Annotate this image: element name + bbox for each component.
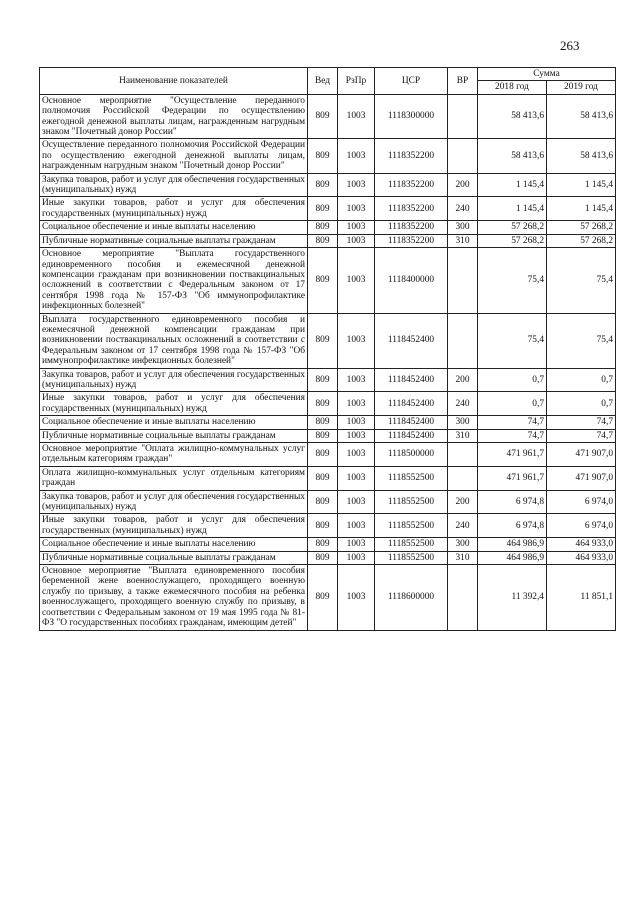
rzpr-cell: 1003 [338, 197, 375, 221]
table-row [40, 94, 616, 139]
row-name-cell: Закупка товаров, работ и услуг для обеспечения государственных (муниципальных) нужд [40, 490, 308, 514]
sum-2019-cell: 75,4 [547, 248, 616, 313]
vr-cell: 310 [448, 234, 478, 247]
sum-2019-cell: 74,7 [547, 416, 616, 429]
csr-cell: 1118552500 [375, 466, 448, 490]
vr-cell: 200 [448, 173, 478, 197]
csr-cell: 1118452400 [375, 368, 448, 392]
rzpr-cell: 1003 [338, 466, 375, 490]
ved-cell: 809 [308, 538, 338, 551]
row-name-cell: Основное мероприятие "Выплата единовременного пособия беременной жене военнослужащего, проходящего военную службу по призыву, а также ежемесячного пособия на ребенка военнослужащего, проходящего военную службу по призыву, в соответствии с Федеральным законом от 19 мая 1995 года № 81-ФЗ "О государственных пособиях гражданам, имеющим детей" [40, 565, 308, 630]
ved-cell: 809 [308, 368, 338, 392]
ved-cell: 809 [308, 197, 338, 221]
vr-cell: 310 [448, 429, 478, 442]
table-header [40, 68, 616, 95]
table-row [40, 234, 616, 247]
csr-cell: 1118452400 [375, 313, 448, 368]
csr-cell: 1118352200 [375, 173, 448, 197]
row-name-cell: Выплата государственного единовременного пособия и ежемесячной денежной компенсации гражданам при возникновении поствакцинальных осложнений в соответствии с Федеральным законом от 17 сентября 1998 года № 157-ФЗ "Об иммунопрофилактике инфекционных болезней" [40, 313, 308, 368]
sum-2019-cell: 75,4 [547, 313, 616, 368]
row-name-cell: Оплата жилищно-коммунальных услуг отдельным категориям граждан [40, 466, 308, 490]
table-row [40, 197, 616, 221]
header-year-2018: 2018 год [478, 81, 547, 94]
sum-2018-cell: 6 974,8 [478, 490, 547, 514]
vr-cell: 240 [448, 514, 478, 538]
table-body [40, 94, 616, 630]
ved-cell: 809 [308, 429, 338, 442]
rzpr-cell: 1003 [338, 551, 375, 564]
header-rzpr: РзПр [338, 68, 375, 95]
sum-2018-cell: 1 145,4 [478, 173, 547, 197]
csr-cell: 1118552500 [375, 490, 448, 514]
sum-2018-cell: 57 268,2 [478, 221, 547, 234]
vr-cell: 200 [448, 368, 478, 392]
sum-2019-cell: 471 907,0 [547, 466, 616, 490]
csr-cell: 1118552500 [375, 538, 448, 551]
rzpr-cell: 1003 [338, 565, 375, 630]
ved-cell: 809 [308, 234, 338, 247]
row-name-cell: Осуществление переданного полномочия Российской Федерации по осуществлению ежегодной денежной выплаты лицам, награжденным нагрудным знаком "Почетный донор России" [40, 139, 308, 173]
sum-2018-cell: 58 413,6 [478, 139, 547, 173]
row-name-cell: Основное мероприятие "Осуществление переданного полномочия Российской Федерации по осуществлению ежегодной денежной выплаты лицам, награжденным нагрудным знаком "Почетный донор России" [40, 94, 308, 139]
vr-cell [448, 313, 478, 368]
sum-2019-cell: 0,7 [547, 392, 616, 416]
table-row [40, 221, 616, 234]
ved-cell: 809 [308, 416, 338, 429]
rzpr-cell: 1003 [338, 392, 375, 416]
row-name-cell: Социальное обеспечение и иные выплаты населению [40, 221, 308, 234]
table-row [40, 416, 616, 429]
sum-2018-cell: 58 413,6 [478, 94, 547, 139]
table-row [40, 392, 616, 416]
sum-2019-cell: 58 413,6 [547, 94, 616, 139]
sum-2019-cell: 57 268,2 [547, 234, 616, 247]
ved-cell: 809 [308, 466, 338, 490]
sum-2019-cell: 57 268,2 [547, 221, 616, 234]
sum-2019-cell: 1 145,4 [547, 197, 616, 221]
row-name-cell: Основное мероприятие "Выплата государственного единовременного пособия и ежемесячной денежной компенсации гражданам при возникновении поствакцинальных осложнений в соответствии с Федеральным законом от 17 сентября 1998 года № 157-ФЗ "Об иммунопрофилактике инфекционных болезней" [40, 248, 308, 313]
sum-2019-cell: 464 933,0 [547, 538, 616, 551]
csr-cell: 1118352200 [375, 221, 448, 234]
table-row [40, 538, 616, 551]
vr-cell: 300 [448, 538, 478, 551]
csr-cell: 1118300000 [375, 94, 448, 139]
rzpr-cell: 1003 [338, 416, 375, 429]
sum-2019-cell: 58 413,6 [547, 139, 616, 173]
table-row [40, 551, 616, 564]
csr-cell: 1118452400 [375, 429, 448, 442]
sum-2018-cell: 75,4 [478, 248, 547, 313]
vr-cell: 240 [448, 392, 478, 416]
table-row [40, 173, 616, 197]
vr-cell [448, 565, 478, 630]
row-name-cell: Публичные нормативные социальные выплаты гражданам [40, 234, 308, 247]
rzpr-cell: 1003 [338, 173, 375, 197]
rzpr-cell: 1003 [338, 94, 375, 139]
vr-cell: 240 [448, 197, 478, 221]
table-row [40, 313, 616, 368]
rzpr-cell: 1003 [338, 221, 375, 234]
ved-cell: 809 [308, 443, 338, 467]
sum-2018-cell: 57 268,2 [478, 234, 547, 247]
row-name-cell: Публичные нормативные социальные выплаты гражданам [40, 429, 308, 442]
sum-2018-cell: 471 961,7 [478, 443, 547, 467]
rzpr-cell: 1003 [338, 248, 375, 313]
csr-cell: 1118452400 [375, 392, 448, 416]
sum-2019-cell: 471 907,0 [547, 443, 616, 467]
table-row [40, 368, 616, 392]
csr-cell: 1118552500 [375, 551, 448, 564]
row-name-cell: Закупка товаров, работ и услуг для обеспечения государственных (муниципальных) нужд [40, 368, 308, 392]
header-year-2019: 2019 год [547, 81, 616, 94]
csr-cell: 1118400000 [375, 248, 448, 313]
csr-cell: 1118500000 [375, 443, 448, 467]
csr-cell: 1118552500 [375, 514, 448, 538]
row-name-cell: Социальное обеспечение и иные выплаты населению [40, 416, 308, 429]
table-row [40, 139, 616, 173]
vr-cell: 200 [448, 490, 478, 514]
header-ved: Вед [308, 68, 338, 95]
vr-cell [448, 443, 478, 467]
row-name-cell: Публичные нормативные социальные выплаты гражданам [40, 551, 308, 564]
page-number: 263 [560, 38, 580, 53]
row-name-cell: Социальное обеспечение и иные выплаты населению [40, 538, 308, 551]
row-name-cell: Иные закупки товаров, работ и услуг для обеспечения государственных (муниципальных) нужд [40, 197, 308, 221]
csr-cell: 1118352200 [375, 197, 448, 221]
vr-cell [448, 94, 478, 139]
sum-2018-cell: 11 392,4 [478, 565, 547, 630]
sum-2019-cell: 74,7 [547, 429, 616, 442]
sum-2019-cell: 11 851,1 [547, 565, 616, 630]
sum-2018-cell: 0,7 [478, 368, 547, 392]
rzpr-cell: 1003 [338, 139, 375, 173]
sum-2018-cell: 464 986,9 [478, 551, 547, 564]
vr-cell [448, 139, 478, 173]
sum-2018-cell: 1 145,4 [478, 197, 547, 221]
ved-cell: 809 [308, 565, 338, 630]
row-name-cell: Закупка товаров, работ и услуг для обеспечения государственных (муниципальных) нужд [40, 173, 308, 197]
sum-2019-cell: 1 145,4 [547, 173, 616, 197]
table-row [40, 443, 616, 467]
vr-cell [448, 466, 478, 490]
csr-cell: 1118352200 [375, 234, 448, 247]
vr-cell: 300 [448, 221, 478, 234]
csr-cell: 1118452400 [375, 416, 448, 429]
row-name-cell: Иные закупки товаров, работ и услуг для обеспечения государственных (муниципальных) нужд [40, 514, 308, 538]
sum-2019-cell: 6 974,0 [547, 490, 616, 514]
table-row [40, 565, 616, 630]
vr-cell: 300 [448, 416, 478, 429]
sum-2019-cell: 464 933,0 [547, 551, 616, 564]
table-row [40, 490, 616, 514]
ved-cell: 809 [308, 139, 338, 173]
sum-2018-cell: 6 974,8 [478, 514, 547, 538]
rzpr-cell: 1003 [338, 429, 375, 442]
header-name: Наименование показателей [40, 68, 308, 95]
rzpr-cell: 1003 [338, 443, 375, 467]
vr-cell: 310 [448, 551, 478, 564]
rzpr-cell: 1003 [338, 313, 375, 368]
table-row [40, 248, 616, 313]
sum-2018-cell: 74,7 [478, 416, 547, 429]
rzpr-cell: 1003 [338, 490, 375, 514]
ved-cell: 809 [308, 248, 338, 313]
rzpr-cell: 1003 [338, 368, 375, 392]
sum-2018-cell: 464 986,9 [478, 538, 547, 551]
sum-2019-cell: 6 974,0 [547, 514, 616, 538]
row-name-cell: Основное мероприятие "Оплата жилищно-коммунальных услуг отдельным категориям граждан" [40, 443, 308, 467]
table-row [40, 514, 616, 538]
sum-2018-cell: 471 961,7 [478, 466, 547, 490]
table-row [40, 429, 616, 442]
sum-2018-cell: 74,7 [478, 429, 547, 442]
csr-cell: 1118600000 [375, 565, 448, 630]
ved-cell: 809 [308, 551, 338, 564]
vr-cell [448, 248, 478, 313]
budget-table [39, 67, 616, 631]
sum-2019-cell: 0,7 [547, 368, 616, 392]
ved-cell: 809 [308, 514, 338, 538]
ved-cell: 809 [308, 392, 338, 416]
ved-cell: 809 [308, 313, 338, 368]
header-sum: Сумма [478, 68, 616, 81]
rzpr-cell: 1003 [338, 514, 375, 538]
ved-cell: 809 [308, 221, 338, 234]
header-vr: ВР [448, 68, 478, 95]
sum-2018-cell: 0,7 [478, 392, 547, 416]
ved-cell: 809 [308, 173, 338, 197]
ved-cell: 809 [308, 490, 338, 514]
csr-cell: 1118352200 [375, 139, 448, 173]
header-csr: ЦСР [375, 68, 448, 95]
rzpr-cell: 1003 [338, 538, 375, 551]
table-row [40, 466, 616, 490]
row-name-cell: Иные закупки товаров, работ и услуг для обеспечения государственных (муниципальных) нужд [40, 392, 308, 416]
ved-cell: 809 [308, 94, 338, 139]
rzpr-cell: 1003 [338, 234, 375, 247]
sum-2018-cell: 75,4 [478, 313, 547, 368]
